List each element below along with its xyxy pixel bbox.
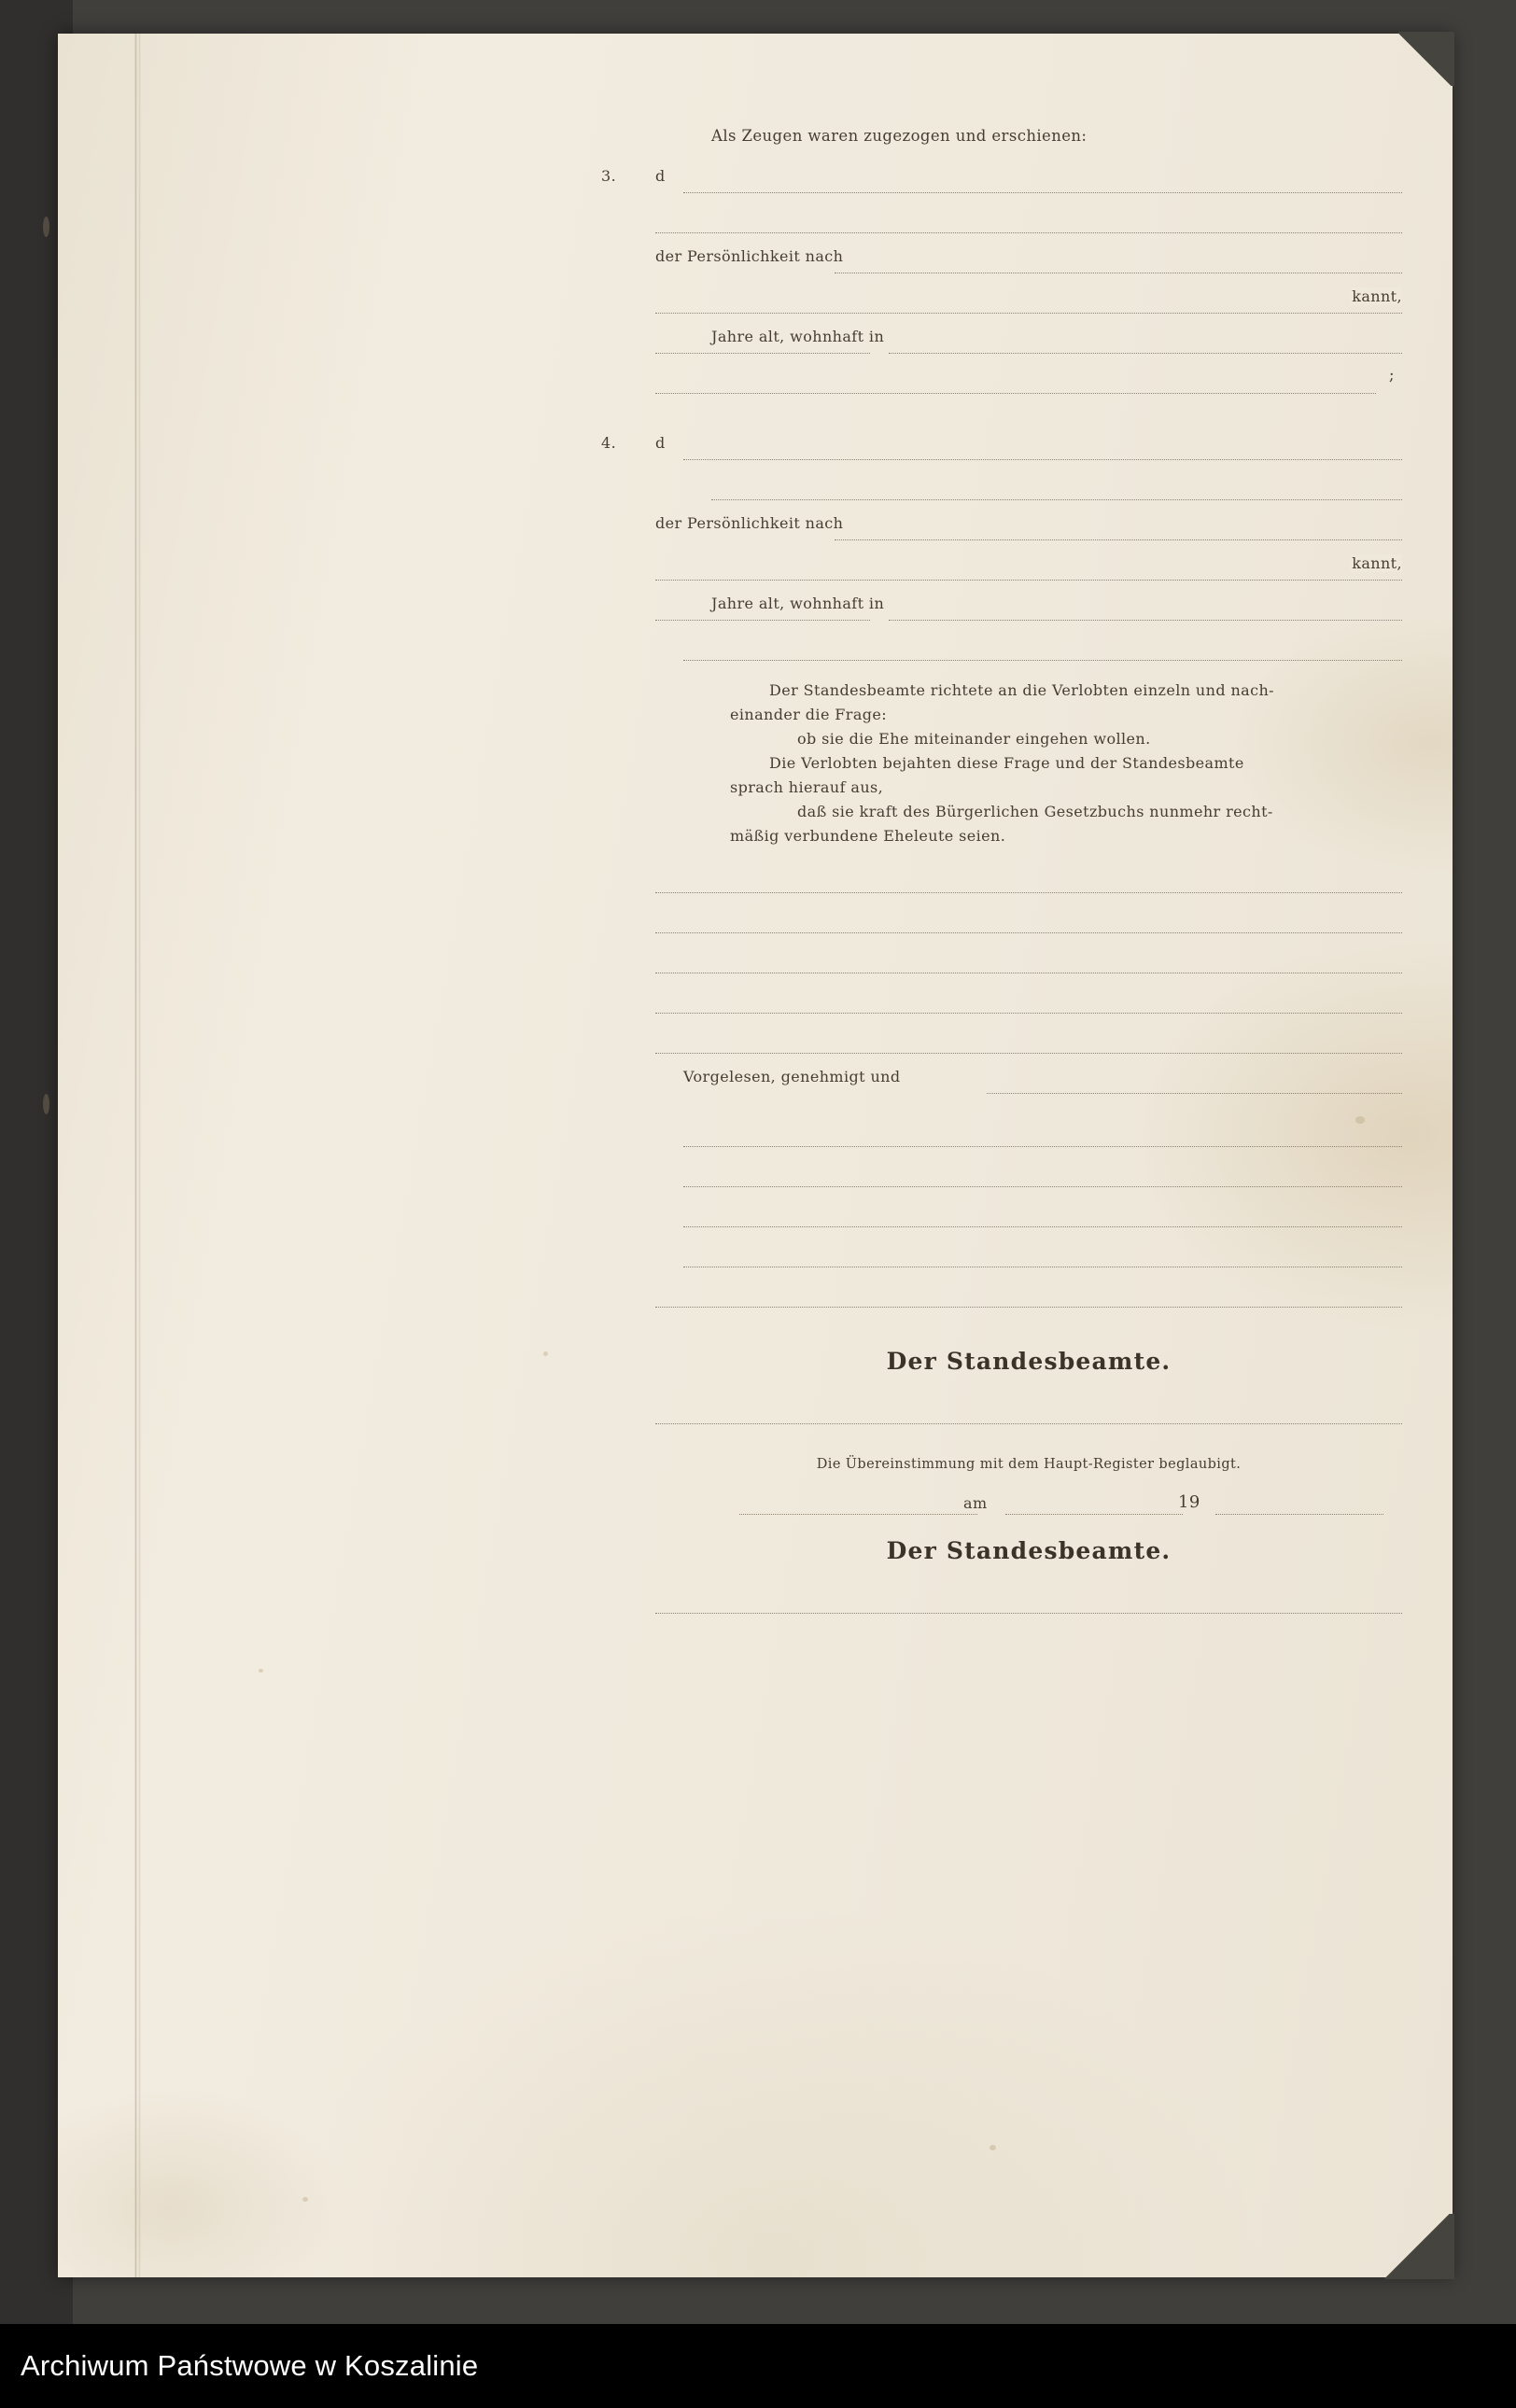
fill-line[interactable] bbox=[739, 1514, 977, 1515]
registrar-title-2: Der Standesbeamte. bbox=[886, 1537, 1172, 1564]
witness-article: d bbox=[655, 167, 666, 185]
fill-line[interactable] bbox=[683, 459, 1402, 460]
date-row bbox=[655, 1483, 1402, 1526]
fill-line[interactable] bbox=[655, 1307, 1402, 1308]
blank-line bbox=[655, 1022, 1402, 1062]
blank-line bbox=[655, 1155, 1402, 1196]
fill-line[interactable] bbox=[889, 620, 1402, 621]
witness-heading: Als Zeugen waren zugezogen und erschienen: bbox=[711, 127, 1088, 145]
fill-line[interactable] bbox=[655, 353, 870, 354]
fill-line[interactable] bbox=[655, 620, 870, 621]
punch-hole-mark bbox=[43, 217, 49, 237]
witness-number: 4. bbox=[601, 434, 617, 452]
spacer bbox=[655, 402, 1402, 428]
declaration-line-1: Der Standesbeamte richtete an die Verlobten einzeln und nach- bbox=[769, 681, 1274, 699]
page-fold-crease-secondary bbox=[138, 34, 141, 2277]
attestation-text: Die Übereinstimmung mit dem Haupt-Register beglaubigt. bbox=[816, 1457, 1242, 1472]
fill-line[interactable] bbox=[655, 892, 1402, 893]
document-page bbox=[58, 34, 1453, 2277]
fill-line[interactable] bbox=[655, 1423, 1402, 1424]
fill-line[interactable] bbox=[655, 313, 1402, 314]
witness-identity-row-cont bbox=[655, 549, 1402, 589]
witness-identity-row bbox=[655, 242, 1402, 282]
blank-line bbox=[655, 1115, 1402, 1155]
fill-line[interactable] bbox=[655, 1013, 1402, 1014]
identity-end-label: kannt, bbox=[1352, 554, 1402, 572]
witness-name-row-cont bbox=[655, 469, 1402, 509]
fill-line[interactable] bbox=[655, 932, 1402, 933]
witness-identity-row-cont bbox=[655, 282, 1402, 322]
fill-line[interactable] bbox=[1215, 1514, 1383, 1515]
fill-line[interactable] bbox=[683, 1146, 1402, 1147]
signature-line-1 bbox=[655, 1380, 1402, 1433]
witness-age-residence-row bbox=[655, 589, 1402, 629]
fill-line[interactable] bbox=[835, 539, 1402, 540]
archive-watermark-bar bbox=[0, 2324, 1516, 2408]
torn-corner-top-right bbox=[1398, 32, 1454, 86]
witness-block-3 bbox=[601, 161, 1402, 402]
fill-line[interactable] bbox=[889, 353, 1402, 354]
identity-end-label: kannt, bbox=[1352, 287, 1402, 305]
row-end-punctuation: ; bbox=[1388, 366, 1395, 385]
fill-line[interactable] bbox=[683, 660, 1402, 661]
fill-line[interactable] bbox=[711, 499, 1402, 500]
identity-label: der Persönlichkeit nach bbox=[655, 514, 844, 532]
witness-number: 3. bbox=[601, 167, 617, 185]
blank-ruled-lines-block-2 bbox=[655, 1115, 1402, 1316]
declaration-line-6: daß sie kraft des Bürgerlichen Gesetzbuchs nunmehr recht- bbox=[797, 803, 1273, 820]
date-am-label: am bbox=[963, 1494, 988, 1512]
paper-speck bbox=[302, 2197, 308, 2202]
declaration-line-2: einander die Frage: bbox=[730, 706, 888, 723]
declaration-paragraph bbox=[730, 679, 1374, 848]
blank-line bbox=[655, 942, 1402, 982]
paper-speck bbox=[259, 1669, 263, 1673]
witness-age-residence-row bbox=[655, 322, 1402, 362]
archive-watermark-text: Archiwum Państwowe w Koszalinie bbox=[21, 2349, 479, 2382]
fill-line[interactable] bbox=[987, 1093, 1402, 1094]
torn-corner-bottom-right bbox=[1380, 2214, 1454, 2279]
declaration-line-4: Die Verlobten bejahten diese Frage und der Standesbeamte bbox=[769, 754, 1244, 772]
blank-line bbox=[655, 1196, 1402, 1236]
date-year-prefix: 19 bbox=[1178, 1492, 1200, 1512]
punch-hole-mark bbox=[43, 1094, 49, 1114]
age-residence-label: Jahre alt, wohnhaft in bbox=[711, 595, 885, 612]
fill-line[interactable] bbox=[683, 192, 1402, 193]
blank-line bbox=[655, 1276, 1402, 1316]
blank-line bbox=[655, 902, 1402, 942]
signature-line-2 bbox=[655, 1570, 1402, 1622]
witness-article: d bbox=[655, 434, 666, 452]
fill-line[interactable] bbox=[1005, 1514, 1183, 1515]
registrar-title-1: Der Standesbeamte. bbox=[886, 1348, 1172, 1375]
fill-line[interactable] bbox=[683, 1226, 1402, 1227]
blank-ruled-lines-block-1 bbox=[655, 861, 1402, 1062]
witness-name-row-cont bbox=[655, 202, 1402, 242]
witness-identity-row bbox=[655, 509, 1402, 549]
witness-block-4 bbox=[601, 428, 1402, 669]
declaration-line-5: sprach hierauf aus, bbox=[730, 778, 884, 796]
identity-label: der Persönlichkeit nach bbox=[655, 247, 844, 265]
witness-name-row bbox=[601, 161, 1402, 202]
declaration-line-3: ob sie die Ehe miteinander eingehen wollen. bbox=[797, 730, 1151, 748]
witness-name-row bbox=[601, 428, 1402, 469]
read-approved-label: Vorgelesen, genehmigt und bbox=[683, 1068, 901, 1085]
paper-speck bbox=[990, 2145, 996, 2150]
blank-line bbox=[655, 982, 1402, 1022]
read-approved-row bbox=[655, 1062, 1402, 1102]
fill-line[interactable] bbox=[655, 580, 1402, 581]
fill-line[interactable] bbox=[655, 1613, 1402, 1614]
fill-line[interactable] bbox=[655, 393, 1376, 394]
fill-line[interactable] bbox=[655, 1053, 1402, 1054]
declaration-line-7: mäßig verbundene Eheleute seien. bbox=[730, 827, 1006, 845]
page-fold-crease bbox=[134, 34, 137, 2277]
paper-speck bbox=[543, 1351, 548, 1356]
form-body bbox=[601, 127, 1402, 1622]
witness-residence-row-cont bbox=[655, 629, 1402, 669]
witness-residence-row-cont bbox=[655, 362, 1402, 402]
blank-line bbox=[655, 1236, 1402, 1276]
age-residence-label: Jahre alt, wohnhaft in bbox=[711, 328, 885, 345]
fill-line[interactable] bbox=[655, 232, 1402, 233]
fill-line[interactable] bbox=[683, 1186, 1402, 1187]
blank-line bbox=[655, 861, 1402, 902]
